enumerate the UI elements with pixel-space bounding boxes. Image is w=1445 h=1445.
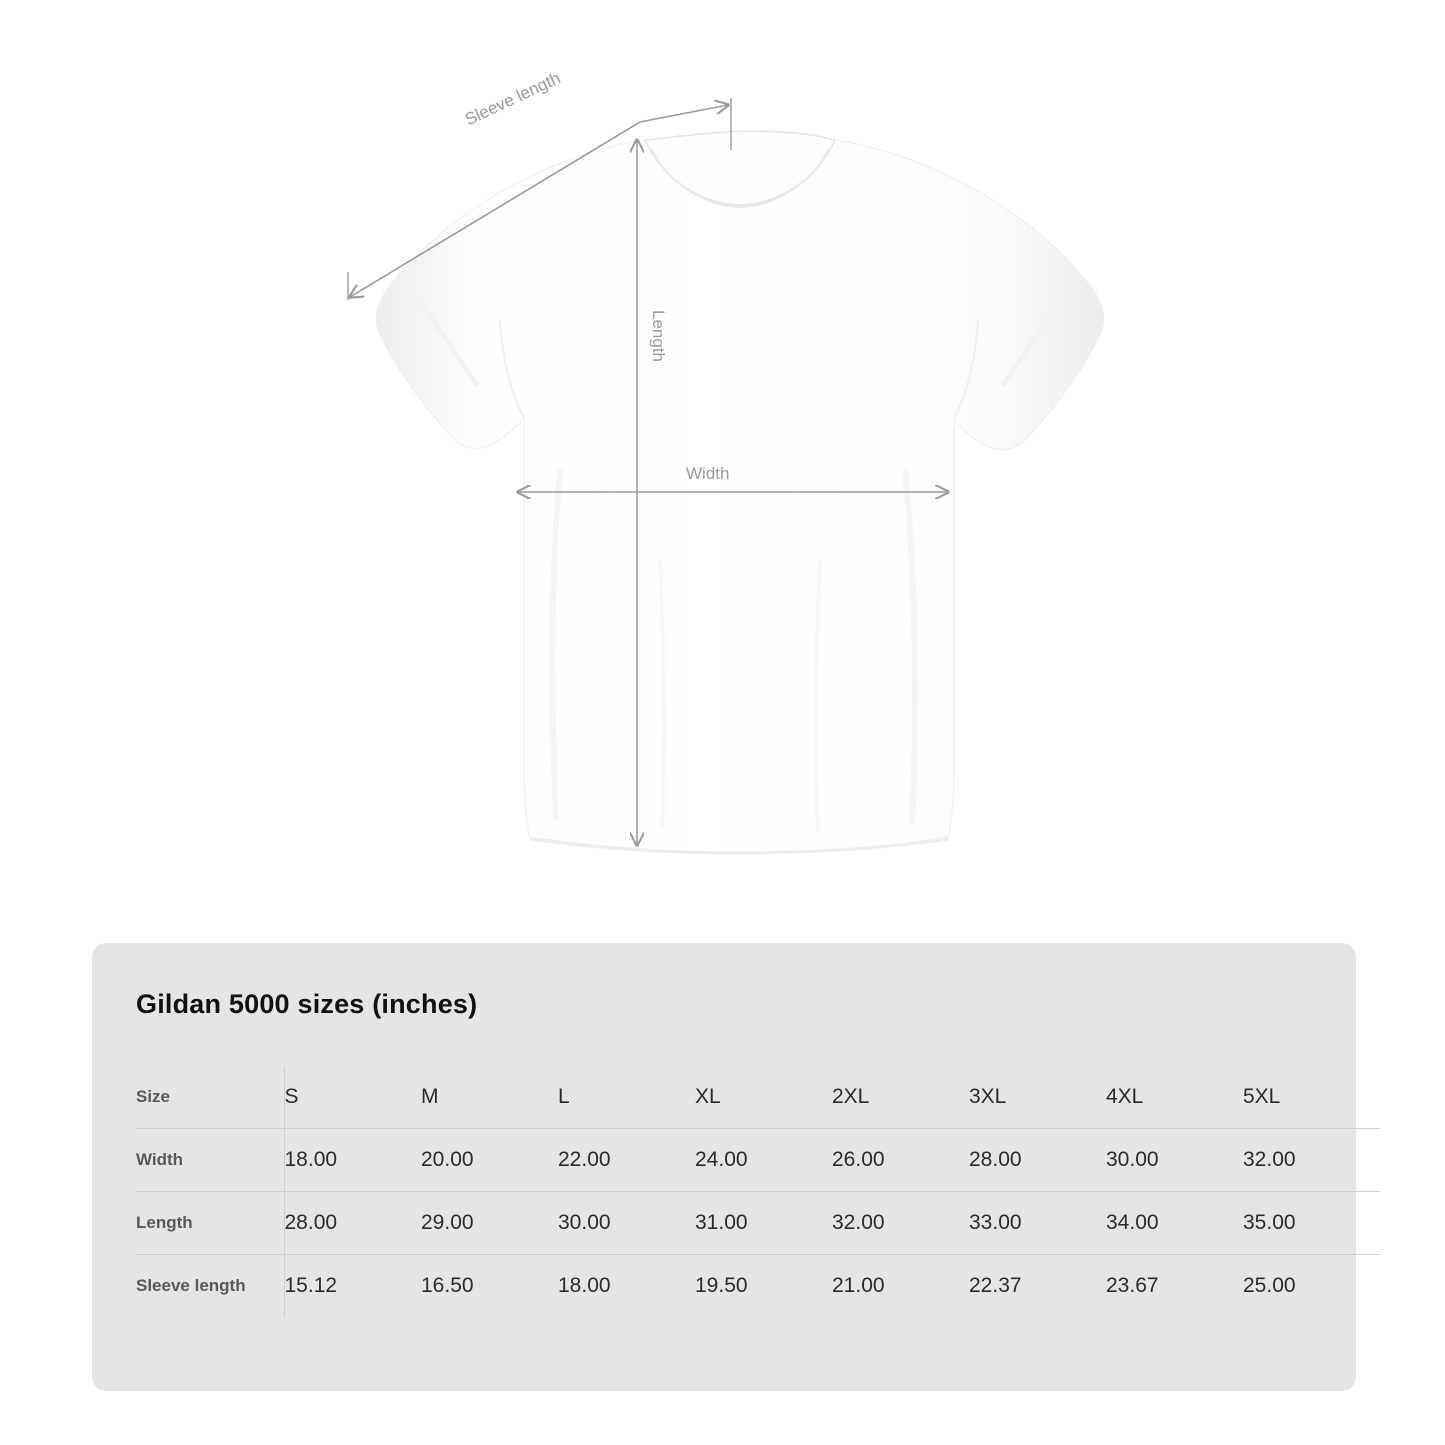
cell-width-3xl: 28.00 [969, 1129, 1106, 1192]
width-label: Width [686, 464, 730, 483]
cell-length-5xl: 35.00 [1243, 1192, 1380, 1255]
column-header-s: S [284, 1066, 421, 1129]
cell-width-5xl: 32.00 [1243, 1129, 1380, 1192]
row-header-length: Length [136, 1192, 284, 1255]
cell-width-s: 18.00 [284, 1129, 421, 1192]
column-header-m: M [421, 1066, 558, 1129]
size-chart-title: Gildan 5000 sizes (inches) [136, 989, 478, 1019]
cell-length-s: 28.00 [284, 1192, 421, 1255]
row-header-width: Width [136, 1129, 284, 1192]
size-chart-table [136, 1066, 1380, 1317]
sleeve-length-label: Sleeve length [462, 68, 564, 130]
table-row [136, 1255, 1380, 1318]
length-label: Length [649, 310, 668, 362]
cell-length-m: 29.00 [421, 1192, 558, 1255]
cell-sleeve-xl: 19.50 [695, 1274, 748, 1297]
row-header-sleeve-length: Sleeve length [136, 1276, 246, 1296]
cell-sleeve-5xl: 25.00 [1243, 1274, 1296, 1297]
cell-width-l: 22.00 [558, 1129, 695, 1192]
column-header-xl: XL [695, 1066, 832, 1129]
cell-length-xl: 31.00 [695, 1192, 832, 1255]
cell-length-4xl: 34.00 [1106, 1192, 1243, 1255]
cell-sleeve-s: 15.12 [284, 1255, 421, 1318]
size-chart-card [92, 943, 1356, 1391]
cell-sleeve-2xl: 21.00 [832, 1274, 885, 1297]
table-header-row [136, 1066, 1380, 1129]
table-row [136, 1192, 1380, 1255]
column-header-l: L [558, 1066, 695, 1129]
cell-length-l: 30.00 [558, 1192, 695, 1255]
column-header-2xl: 2XL [832, 1066, 969, 1129]
column-header-size: Size [136, 1066, 284, 1129]
column-header-4xl: 4XL [1106, 1066, 1243, 1129]
cell-sleeve-3xl: 22.37 [969, 1274, 1022, 1297]
column-header-3xl: 3XL [969, 1066, 1106, 1129]
sleeve-arrow-top [640, 105, 728, 122]
cell-length-3xl: 33.00 [969, 1192, 1106, 1255]
cell-width-xl: 24.00 [695, 1129, 832, 1192]
cell-sleeve-4xl: 23.67 [1106, 1274, 1159, 1297]
table-row [136, 1129, 1380, 1192]
cell-width-4xl: 30.00 [1106, 1129, 1243, 1192]
cell-sleeve-l: 18.00 [558, 1274, 611, 1297]
cell-width-2xl: 26.00 [832, 1129, 969, 1192]
cell-sleeve-m: 16.50 [421, 1274, 474, 1297]
cell-width-m: 20.00 [421, 1129, 558, 1192]
cell-length-2xl: 32.00 [832, 1192, 969, 1255]
column-header-5xl: 5XL [1243, 1066, 1380, 1129]
